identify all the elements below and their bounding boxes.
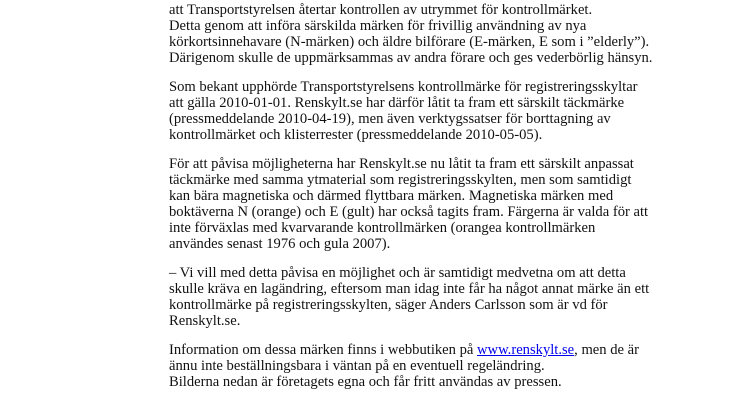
paragraph-background xyxy=(169,79,652,143)
text-line: att gälla 2010-01-01. Renskylt.se har därför låtit ta fram ett särskilt täckmärke xyxy=(169,95,625,111)
text-line: För att påvisa möjligheterna har Renskylt.se nu låtit ta fram ett särskilt anpassat xyxy=(169,156,634,172)
text-line: täckmärke med samma ytmaterial som registreringsskylten, men som samtidigt xyxy=(169,172,632,188)
text-line: (pressmeddelande 2010-04-19), men även verktygssatser för borttagning av xyxy=(169,111,611,127)
renskylt-link[interactable]: www.renskylt.se xyxy=(477,342,575,358)
info-text: , men de är xyxy=(574,342,639,358)
text-line xyxy=(169,342,652,358)
text-line: kontrollmärket och klisterrester (pressmeddelande 2010-05-05). xyxy=(169,127,543,143)
paragraph-products xyxy=(169,156,652,252)
text-line: kan bära magnetiska och därmed flyttbara märken. Magnetiska märken med xyxy=(169,188,614,204)
text-line: inte förväxlas med kvarvarande kontrollmärken (orangea kontrollmärken xyxy=(169,220,596,236)
paragraph-quote xyxy=(169,265,652,329)
text-line: körkortsinnehavare (N-märken) och äldre bilförare (E-märken, E som i ”elderly”). xyxy=(169,34,650,50)
text-line: användes senast 1976 och gula 2007). xyxy=(169,236,391,252)
text-line: att Transportstyrelsen återtar kontrollen av utrymmet för kontrollmärket. xyxy=(169,2,593,18)
paragraph-proposal xyxy=(169,2,652,66)
document-body xyxy=(169,2,652,403)
text-line: ännu inte beställningsbara i väntan på en eventuell regeländring. xyxy=(169,358,545,374)
text-line: boktäverna N (orange) och E (gult) har också tagits fram. Färgerna är valda för att xyxy=(169,204,649,220)
paragraph-information xyxy=(169,342,652,390)
text-line: Därigenom skulle de uppmärksammas av andra förare och ges vederbörlig hänsyn. xyxy=(169,50,653,66)
text-line: Som bekant upphörde Transportstyrelsens kontrollmärke för registreringsskyltar xyxy=(169,79,638,95)
info-text: Information om dessa märken finns i webbutiken på xyxy=(169,342,478,358)
text-line: skulle kräva en lagändring, eftersom man idag inte får ha något annat märke än ett xyxy=(169,281,650,297)
text-line: – Vi vill med detta påvisa en möjlighet och är samtidigt medvetna om att detta xyxy=(169,265,626,281)
text-line: Bilderna nedan är företagets egna och får fritt användas av pressen. xyxy=(169,374,562,390)
text-line: kontrollmärke på registreringsskylten, säger Anders Carlsson som är vd för xyxy=(169,297,608,313)
text-line: Renskylt.se. xyxy=(169,313,241,329)
text-line: Detta genom att införa särskilda märken för frivillig användning av nya xyxy=(169,18,587,34)
